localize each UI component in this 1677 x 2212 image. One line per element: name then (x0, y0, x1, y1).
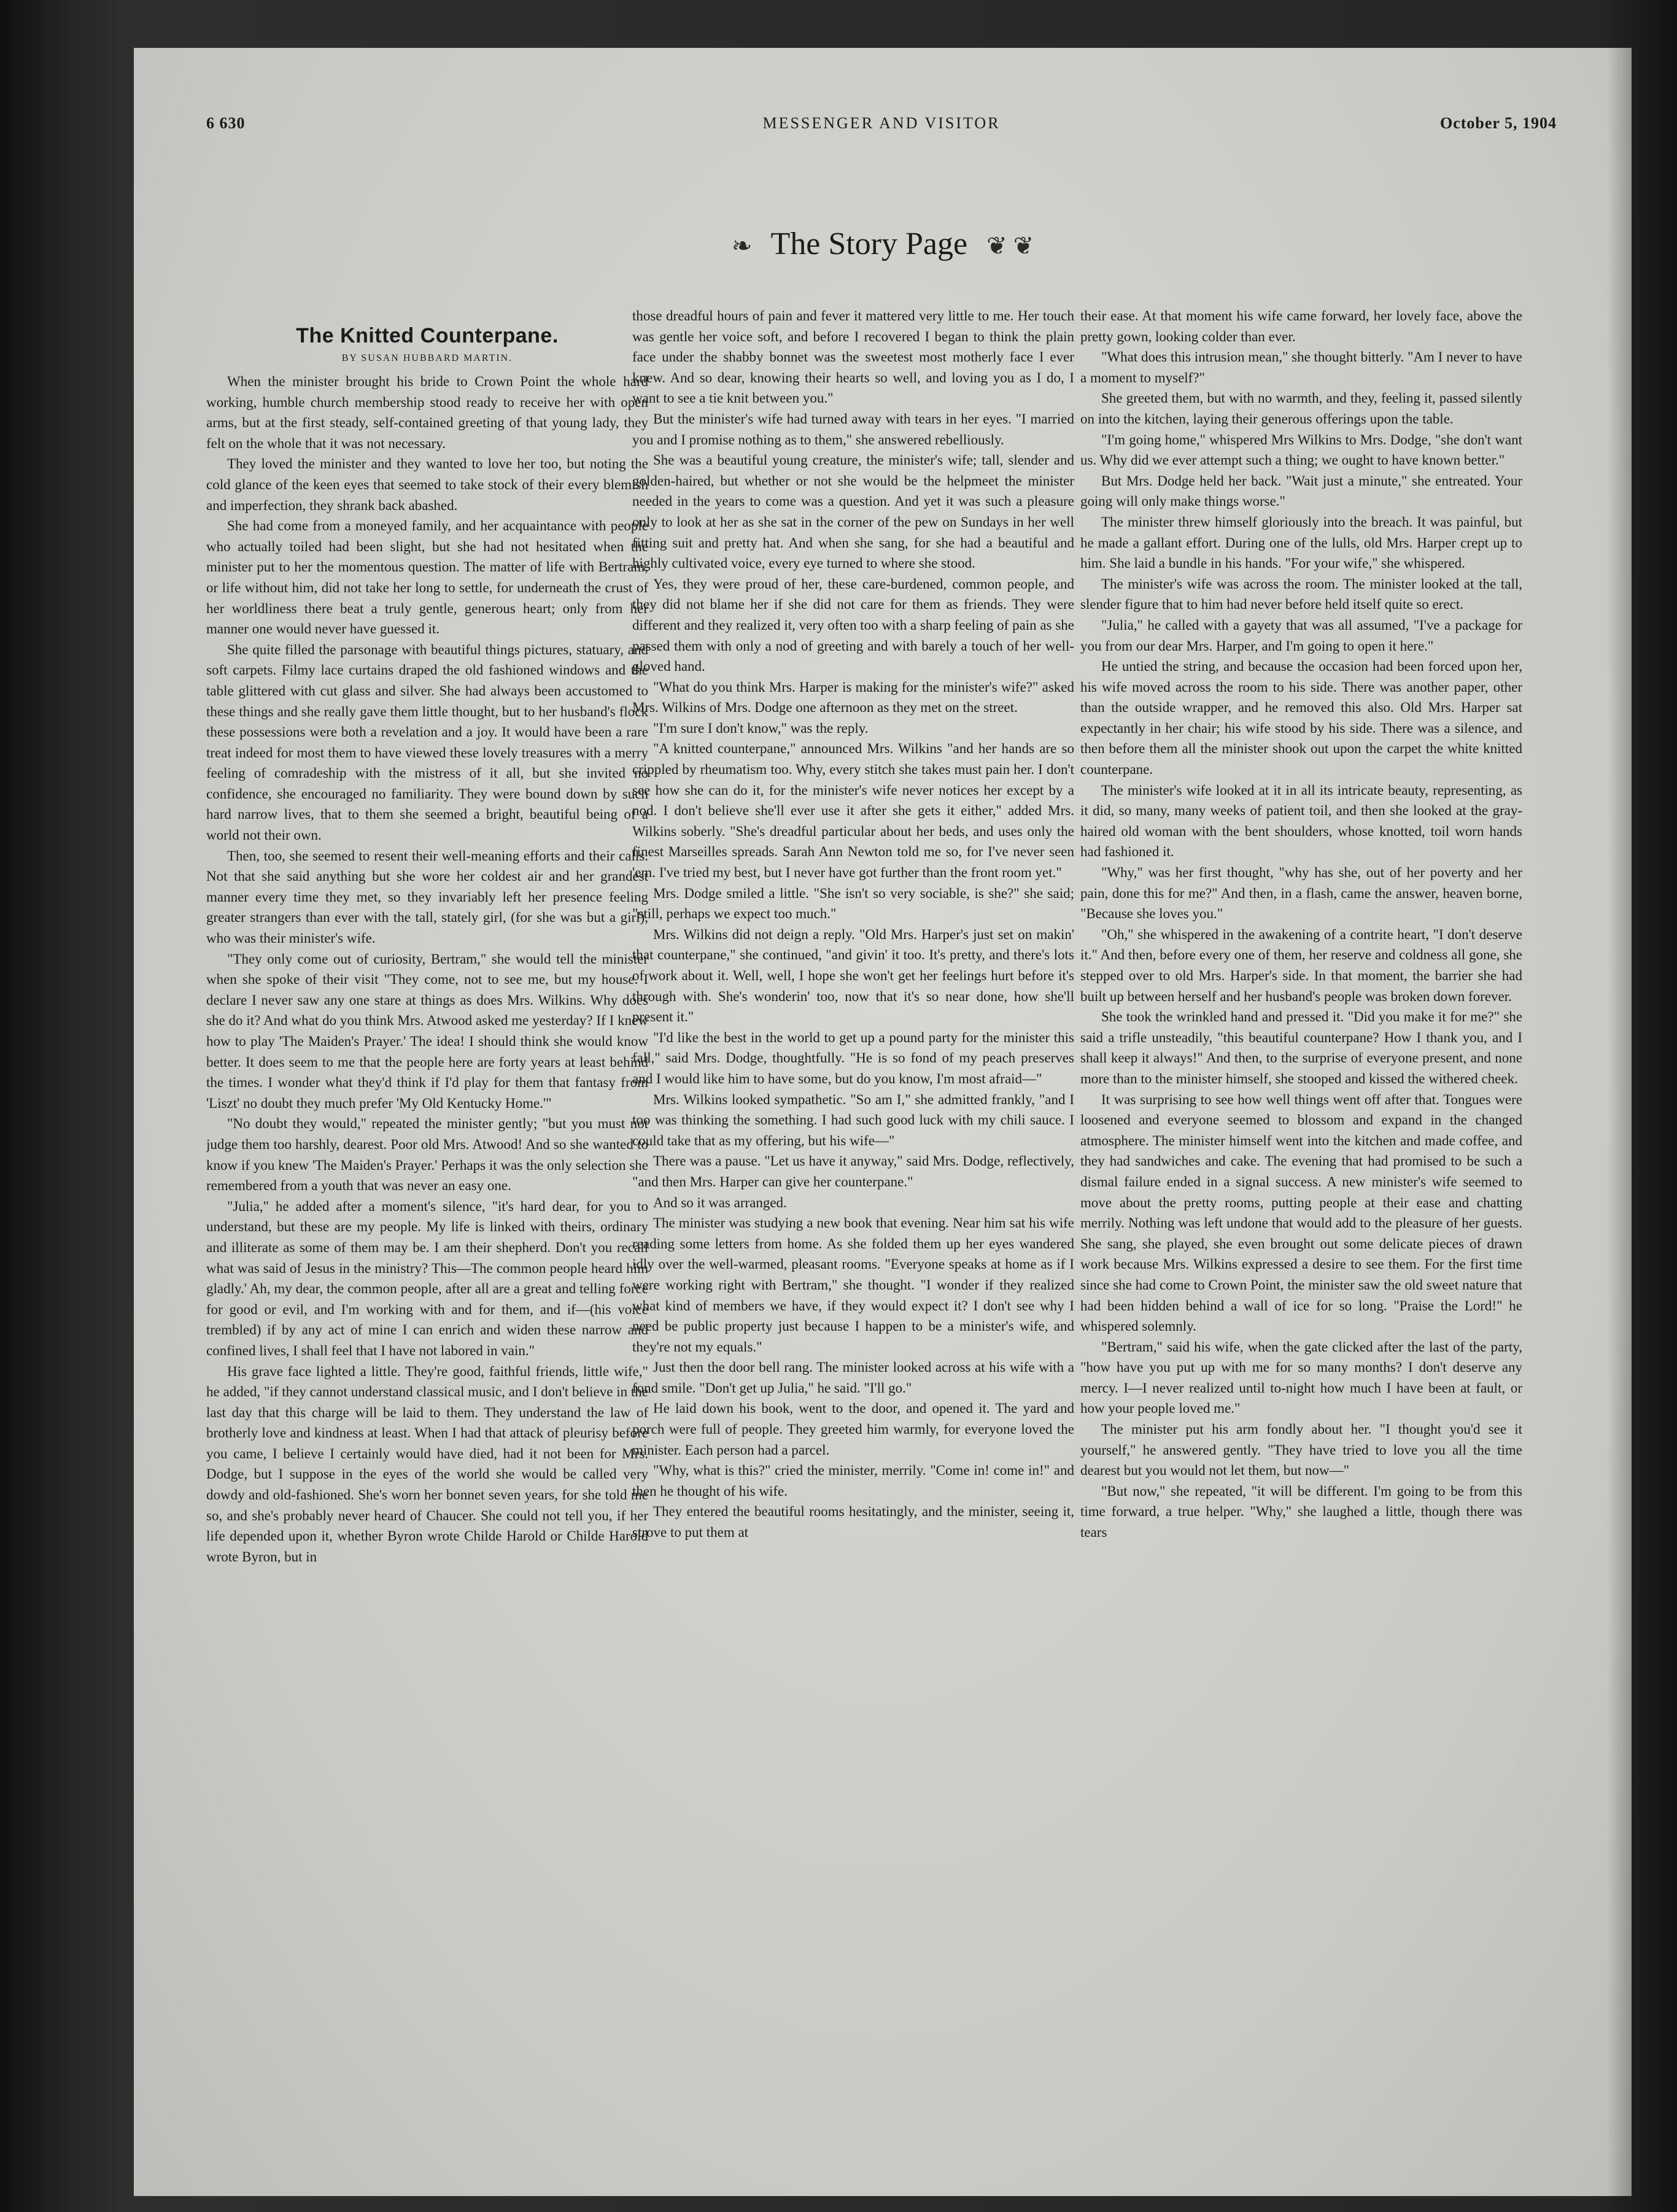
article-column-1 (206, 318, 648, 2171)
publication-name: MESSENGER AND VISITOR (762, 114, 1001, 132)
article-paragraph: Then, too, she seemed to resent their well-meaning efforts and their calls. Not that she said anything but she wore her coldest air and her grandest manner every time they met, so they invariably left her presence feeling greater strangers than ever with the tall, stately girl, (for she was but a girl), who was their minister's wife. (206, 848, 648, 946)
article-paragraph: "No doubt they would," repeated the minister gently; "but you must not judge them too harshly, dearest. Poor old Mrs. Atwood! And so she wanted to know if you knew 'The Maiden's Prayer.' Perhaps it was the only selection she remembered from a youth that was never an easy one. (206, 1116, 648, 1194)
article-paragraph: They loved the minister and they wanted to love her too, but noting the cold glance of the keen eyes that seemed to take stock of their every blemish and imperfection, they shrank back abashed. (206, 456, 648, 513)
article-paragraph: Yes, they were proud of her, these care-burdened, common people, and they did not blame her if she did not care for them as friends. They were different and they realized it, very often too with a sharp feeling of pain as she passed them with only a nod of greeting and with barely a touch of her well-gloved hand. (632, 576, 1074, 675)
article-paragraph: "Why," was her first thought, "why has she, out of her poverty and her pain, done this for me?" And then, in a flash, came the answer, heaven borne, "Because she loves you." (1080, 865, 1522, 922)
article-paragraph: The minister's wife looked at it in all its intricate beauty, representing, as it did, so many, many weeks of patient toil, and then she looked at the gray-haired old woman with the bent shoulders, whose knotted, toil worn hands had fashioned it. (1080, 782, 1522, 860)
article-paragraph: She was a beautiful young creature, the minister's wife; tall, slender and golden-haired, but whether or not she would be the helpmeet the minister needed in the years to come was a question. And yet it was such a pleasure only to look at her as she sat in the corner of the pew on Sundays in her well fitting suit and pretty hat. And when she sang, for she had a beautiful and highly cultivated voice, every eye turned to where she stood. (632, 452, 1074, 571)
article-paragraph: The minister's wife was across the room. The minister looked at the tall, slender figure that to him had never before held itself quite so erect. (1080, 576, 1522, 613)
article-paragraph: those dreadful hours of pain and fever it mattered very little to me. Her touch was gentle her voice soft, and before I recovered I began to think the plain face under the shabby bonnet was the sweetest most motherly face I ever knew. And so dear, knowing their hearts so well, and loving you as I do, I want to see a tie knit between you." (632, 308, 1074, 406)
column-1-body (206, 371, 648, 1567)
article-paragraph: She quite filled the parsonage with beautiful things pictures, statuary, and soft carpets. Filmy lace curtains draped the old fashioned windows and the table glittered with cut glass and silver. She had always been accustomed to these things and she really gave them little thought, but to her husband's flock these possessions were both a revelation and a joy. It would have been a rare treat indeed for most them to have viewed these lovely treasures with a merry feeling of comradeship with the mistress of it all, but she invited no confidence, she encouraged no familiarity. They were bound down by such hard narrow lives, that to them she seemed a bright, beautiful being of a world not their own. (206, 641, 648, 843)
article-paragraph: She had come from a moneyed family, and her acquaintance with people who actually toiled had been slight, but she had not hesitated when the minister put to her the momentous question. The matter of life with Bertram, or life without him, did not take her long to settle, for underneath the crust of her worldliness there beat a truly gentle, generous heart; only from her manner one would never have guessed it. (206, 518, 648, 637)
article-paragraph: When the minister brought his bride to Crown Point the whole hard working, humble church membership stood ready to receive her with open arms, but at the first steady, self-contained greeting of that young lady, they felt on the whole that it was not necessary. (206, 374, 648, 451)
article-paragraph: "I'd like the best in the world to get up a pound party for the minister this fall," said Mrs. Dodge, thoughtfully. "He is so fond of my peach preserves and I would like him to have some, but do you know, I'm most afraid—" (632, 1029, 1074, 1086)
article-paragraph: But the minister's wife had turned away with tears in her eyes. "I married you and I promise nothing as to them," she answered rebelliously. (632, 411, 1074, 447)
section-heading (134, 226, 1632, 269)
column-3-body (1080, 306, 1522, 1543)
article-paragraph: Just then the door bell rang. The minister looked across at his wife with a fond smile. "Don't get up Julia," he said. "I'll go." (632, 1359, 1074, 1396)
article-paragraph: He untied the string, and because the occasion had been forced upon her, his wife moved across the room to his side. There was another paper, other than the outside wrapper, and he removed this also. Old Mrs. Harper sat expectantly in her chair; his wife stood by his side. There was a silence, and then before them all the minister shook out upon the carpet the white knitted counterpane. (1080, 659, 1522, 778)
story-title: The Knitted Counterpane. (296, 324, 559, 347)
issue-date: October 5, 1904 (1440, 114, 1557, 132)
page-number: 6 630 (206, 114, 246, 132)
article-paragraph: "Julia," he added after a moment's silence, "it's hard dear, for you to understand, but these are my people. My life is linked with theirs, ordinary and illiterate as some of them may be. I am their shepherd. Don't you recall what was said of Jesus in the ministry? This—The common people heard him gladly.' Ah, my dear, the common people, after all are a great and telling force for good or evil, and I'm working with and for them, and if—(his voice trembled) if by any act of mine I can enrich and widen these narrow and confined lives, I shall feel that I have not labored in vain." (206, 1198, 648, 1358)
page-edge-shadow (1607, 48, 1632, 2196)
article-paragraph: "They only come out of curiosity, Bertram," she would tell the minister when she spoke of their visit "They come, not to see me, but my house. I declare I never saw any one stare at things as does Mrs. Wilkins. Why does she do it? And what do you think Mrs. Atwood asked me yesterday? If I knew how to play 'The Maiden's Prayer.' The idea! I should think she would know better. It does seem to me that the people here are forty years at least behind the times. I wonder what they'd think if I'd play for them that fantasy from 'Liszt' no doubt they much prefer 'My Old Kentucky Home.'" (206, 951, 648, 1111)
article-paragraph: "What do you think Mrs. Harper is making for the minister's wife?" asked Mrs. Wilkins of Mrs. Dodge one afternoon as they met on the street. (632, 679, 1074, 716)
article-paragraph: Mrs. Dodge smiled a little. "She isn't so very sociable, is she?" she said; "still, perhaps we expect too much." (632, 885, 1074, 922)
article-paragraph: He laid down his book, went to the door, and opened it. The yard and porch were full of people. They greeted him warmly, for everyone loved the minister. Each person had a parcel. (632, 1401, 1074, 1458)
story-byline: BY SUSAN HUBBARD MARTIN. (341, 353, 513, 363)
article-paragraph: "What does this intrusion mean," she thought bitterly. "Am I never to have a moment to myself?" (1080, 349, 1522, 385)
article-paragraph: She greeted them, but with no warmth, and they, feeling it, passed silently on into the kitchen, laying their generous offerings upon the table. (1080, 390, 1522, 427)
ornament-left-icon: ❧ (731, 232, 753, 260)
running-header (206, 114, 1557, 149)
article-paragraph: The minister put his arm fondly about her. "I thought you'd see it yourself," he answered gently. "They have tried to love you all the time dearest but you would not let them, but now—" (1080, 1421, 1522, 1479)
article-paragraph: "Why, what is this?" cried the minister, merrily. "Come in! come in!" and then he thought of his wife. (632, 1463, 1074, 1499)
article-paragraph: "But now," she repeated, "it will be different. I'm going to be from this time forward, a true helper. "Why," she laughed a little, though there was tears (1080, 1483, 1522, 1541)
article-paragraph: Mrs. Wilkins looked sympathetic. "So am I," she admitted frankly, "and I too was thinking the something. I had such good luck with my chili sauce. I could take that as my offering, but his wife—" (632, 1091, 1074, 1148)
article-paragraph: "Bertram," said his wife, when the gate clicked after the last of the party, "how have you put up with me for so many months? I don't deserve any mercy. I—I never realized until to-night how much I have been at fault, or how your people loved me." (1080, 1339, 1522, 1417)
article-column-3 (1080, 306, 1522, 2159)
article-paragraph: their ease. At that moment his wife came forward, her lovely face, above the pretty gown, looking colder than ever. (1080, 308, 1522, 344)
article-paragraph: "I'm sure I don't know," was the reply. (653, 720, 869, 736)
ornament-right-icon: ❦ ❦ (986, 232, 1034, 260)
newspaper-page (134, 48, 1632, 2196)
article-paragraph: But Mrs. Dodge held her back. "Wait just a minute," she entreated. Your going will only make things worse." (1080, 473, 1522, 509)
article-paragraph: The minister threw himself gloriously into the breach. It was painful, but he made a gallant effort. During one of the lulls, old Mrs. Harper crept up to him. She laid a bundle in his hands. "For your wife," she whispered. (1080, 514, 1522, 571)
article-paragraph: "Julia," he called with a gayety that was all assumed, "I've a package for you from our dear Mrs. Harper, and I'm going to open it here." (1080, 617, 1522, 654)
article-paragraph: "A knitted counterpane," announced Mrs. Wilkins "and her hands are so crippled by rheumatism too. Why, every stitch she takes must pain her. I don't see how she can do it, for the minister's wife never notices her except by a nod. I don't believe she'll ever use it after she gets it either," added Mrs. Wilkins soberly. "She's dreadful particular about her beds, and uses only the finest Marseilles spreads. Sarah Ann Newton told me so, for I've never seen 'em. I've tried my best, but I never have got further than the front room yet." (632, 741, 1074, 881)
section-title-text: The Story Page (770, 226, 968, 261)
article-paragraph: "I'm going home," whispered Mrs Wilkins to Mrs. Dodge, "she don't want us. Why did we ever attempt such a thing; we ought to have known better." (1080, 431, 1522, 468)
column-2-body (632, 306, 1074, 1543)
article-paragraph: There was a pause. "Let us have it anyway," said Mrs. Dodge, reflectively, "and then Mrs. Harper can give her counterpane." (632, 1153, 1074, 1189)
article-paragraph: Mrs. Wilkins did not deign a reply. "Old Mrs. Harper's just set on makin' that counterpane," she continued, "and givin' it too. It's pretty, and there's lots of work about it. Well, well, I hope she won't get her feelings hurt before it's through with. She's wonderin' too, now that it's so near done, how she'll present it." (632, 926, 1074, 1025)
article-paragraph: The minister was studying a new book that evening. Near him sat his wife reading some letters from home. As she folded them up her eyes wandered idly over the well-warmed, pleasant rooms. "Everyone speaks at home as if I were working right with Bertram," she thought. "I wonder if they realized what kind of members we have, if they would expect it? I don't see why I need be public property just because I happen to be a minister's wife, and they're not my equals." (632, 1215, 1074, 1355)
article-paragraph: They entered the beautiful rooms hesitatingly, and the minister, seeing it, strove to put them at (632, 1504, 1074, 1541)
article-paragraph: It was surprising to see how well things went off after that. Tongues were loosened and everyone seemed to blossom and expand in the changed atmosphere. The minister himself went into the kitchen and made coffee, and they had sandwiches and cake. The evening that had promised to be such a dismal failure ended in a signal success. A new minister's wife seemed to move about the pretty rooms, putting people at their ease and chatting merrily. Nothing was left undone that would add to the pleasure of her guests. She sang, she played, she even brought out some delicate pieces of drawn work because Mrs. Wilkins expressed a desire to see them. For the first time since she had come to Crown Point, the minister saw the old sweet nature that had been hidden behind a wall of ice for so long. "Praise the Lord!" he whispered solemnly. (1080, 1091, 1522, 1334)
article-paragraph: She took the wrinkled hand and pressed it. "Did you make it for me?" she said a trifle unsteadily, "this beautiful counterpane? How I thank you, and I shall keep it always!" And then, to the surprise of everyone present, and none more than to the minister himself, she stooped and kissed the withered cheek. (1080, 1009, 1522, 1086)
article-column-2 (632, 306, 1074, 2159)
article-paragraph: His grave face lighted a little. They're good, faithful friends, little wife," he added, "if they cannot understand classical music, and I don't believe in the last day that this charge will be laid to them. They understand the law of brotherly love and kindness at least. When I had that attack of pleurisy before you came, I believe I certainly would have died, had it not been for Mrs. Dodge, but I suppose in the eyes of the world she would be called very dowdy and old-fashioned. She's worn her bonnet seven years, for she told me so, and she's probably never heard of Chaucer. She could not tell you, if her life depended upon it, whether Byron wrote Childe Harold or Childe Harold wrote Byron, but in (206, 1363, 648, 1564)
article-paragraph: And so it was arranged. (653, 1194, 787, 1210)
article-paragraph: "Oh," she whispered in the awakening of a contrite heart, "I don't deserve it." And then, before every one of them, her reserve and coldness all gone, she stepped over to old Mrs. Harper's side. In that moment, the barrier she had built up between herself and her husband's people was broken down forever. (1080, 926, 1522, 1004)
